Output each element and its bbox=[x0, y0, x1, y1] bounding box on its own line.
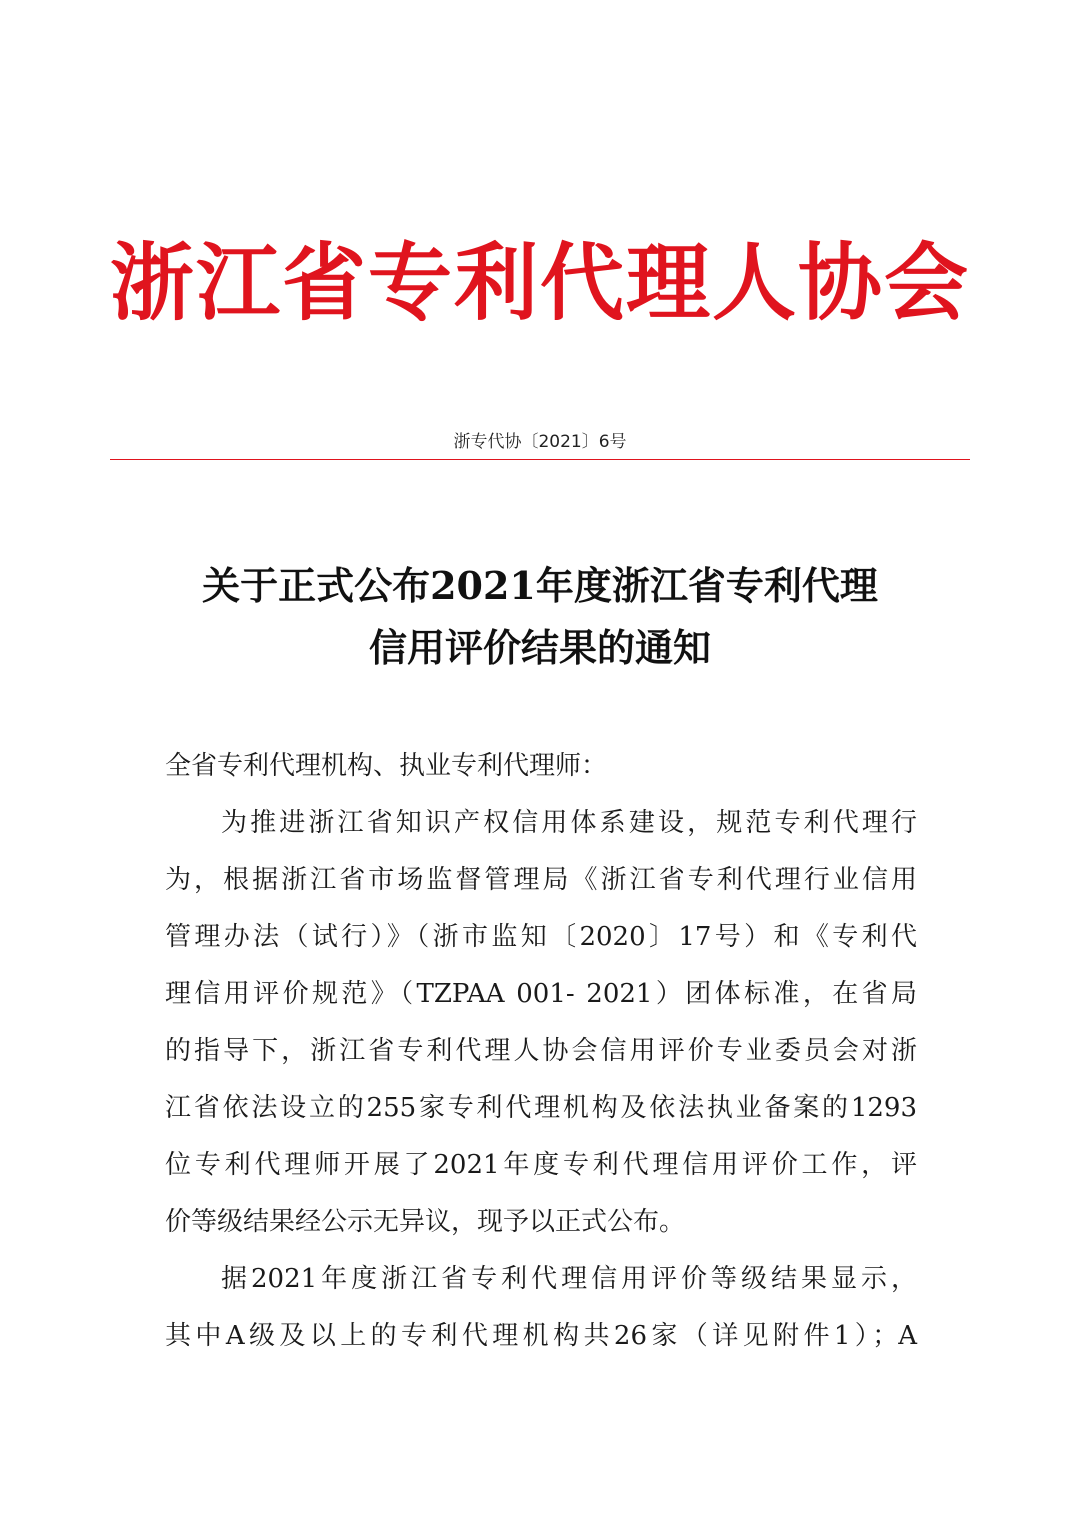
notice-body bbox=[165, 738, 917, 1365]
salutation: 全省专利代理机构、执业专利代理师： bbox=[165, 751, 608, 781]
paragraph-line: 据2021年度浙江省专利代理信用评价等级结果显示， bbox=[221, 1264, 917, 1294]
paragraph-1 bbox=[165, 795, 917, 1251]
document-number: 浙专代协〔2021〕6号 bbox=[453, 432, 627, 452]
paragraph-line: 理信用评价规范》（TZPAA 001- 2021）团体标准，在省局 bbox=[165, 979, 917, 1009]
organization-header: 浙江省专利代理人协会 bbox=[109, 233, 970, 332]
paragraph-line: 的指导下，浙江省专利代理人协会信用评价专业委员会对浙 bbox=[165, 1036, 917, 1066]
notice-title-line-1: 关于正式公布2021年度浙江省专利代理 bbox=[202, 563, 878, 608]
notice-title bbox=[0, 555, 1080, 679]
paragraph-line: 位专利代理师开展了2021年度专利代理信用评价工作，评 bbox=[165, 1150, 917, 1180]
paragraph-line: 管理办法（试行）》（浙市监知〔2020〕17号）和《专利代 bbox=[165, 922, 917, 952]
paragraph-line: 为，根据浙江省市场监督管理局《浙江省专利代理行业信用 bbox=[165, 865, 917, 895]
paragraph-line: 价等级结果经公示无异议，现予以正式公布。 bbox=[165, 1207, 686, 1237]
paragraph-2 bbox=[165, 1251, 917, 1365]
red-divider-line bbox=[110, 459, 970, 460]
notice-title-line-2: 信用评价结果的通知 bbox=[368, 625, 711, 670]
paragraph-line: 为推进浙江省知识产权信用体系建设，规范专利代理行 bbox=[221, 808, 917, 838]
paragraph-line: 江省依法设立的255家专利代理机构及依法执业备案的1293 bbox=[165, 1093, 917, 1123]
paragraph-line: 其中A级及以上的专利代理机构共26家（详见附件1）；A bbox=[165, 1321, 917, 1351]
